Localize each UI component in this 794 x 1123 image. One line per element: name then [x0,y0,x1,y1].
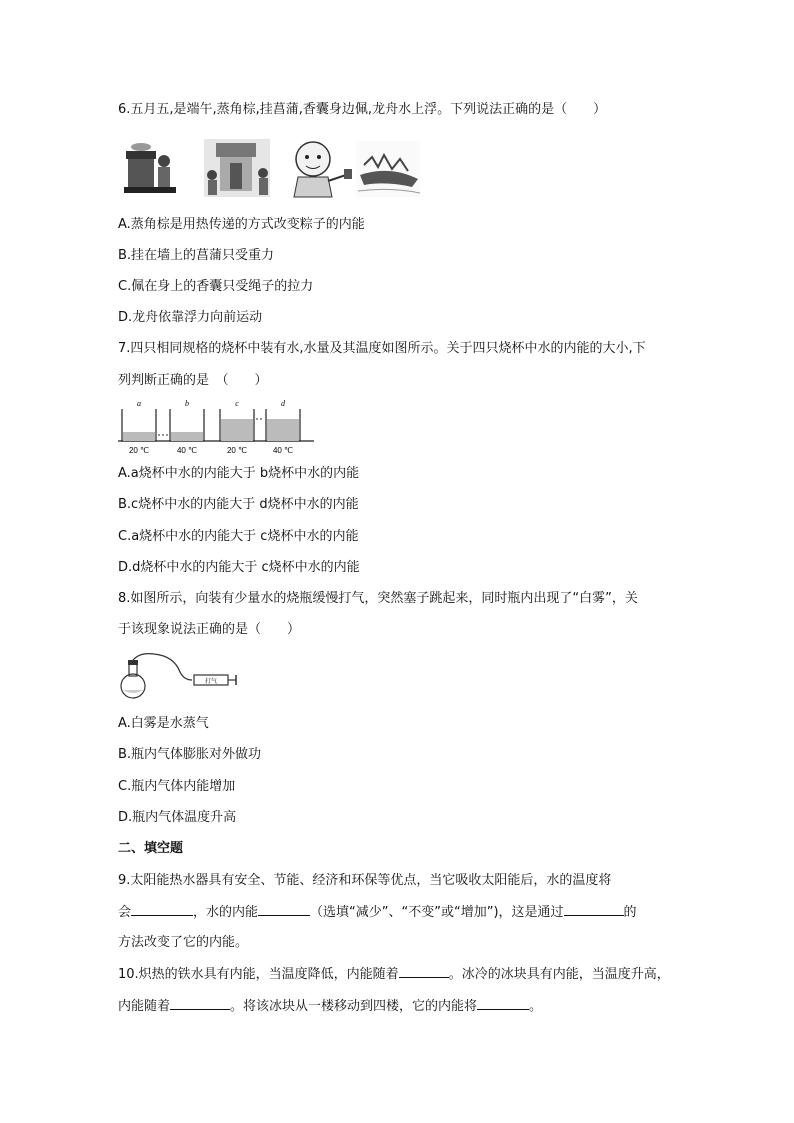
q10-blank-2[interactable] [170,997,230,1010]
q10-line1 [118,965,670,984]
q6-option-a: A.蒸角棕是用热传递的方式改变粽子的内能 [118,217,365,232]
air-pump [194,675,236,685]
beaker-d-label: d [281,399,285,408]
beaker-b-label: b [185,399,189,408]
q8-option-a: A.白雾是水蒸气 [118,716,209,731]
q10-blank-3[interactable] [477,997,529,1010]
q6-option-c: C.佩在身上的香囊只受绳子的拉力 [118,279,314,294]
flask [121,660,145,698]
q8-option-b: B.瓶内气体膨胀对外做功 [118,747,262,762]
q9-text-b: ，水的内能 [193,905,259,920]
q8-option-d: D.瓶内气体温度升高 [118,810,237,825]
pump-label: 打气 [204,678,218,685]
q9-line2 [118,903,637,922]
beaker-b [170,399,204,455]
beaker-a-temp: 20 ℃ [128,446,150,455]
q9-line3: 方法改变了它的内能。 [118,935,249,950]
q10-line2 [118,997,542,1016]
q10-text-c: 内能随着 [118,999,171,1014]
sachet-child-image [294,142,352,197]
q9-text-d: 的 [623,905,637,920]
q10-text-e: 。 [529,999,543,1014]
q7-option-c: C.a烧杯中水的内能大于 c烧杯中水的内能 [118,529,359,544]
beaker-d-temp: 40 ℃ [272,446,294,455]
q6-option-b: B.挂在墙上的菖蒲只受重力 [118,248,275,263]
q9-text-a: 会 [118,905,132,920]
zongzi-steaming-image [122,139,178,197]
calamus-hanging-image [204,139,270,197]
beaker-d [266,399,300,455]
q8-stem-line2: 于该现象说法正确的是（ ） [118,622,301,637]
q7-beakers-figure [118,397,318,459]
q6-stem: 6.五月五,是端午,蒸角棕,挂菖蒲,香囊身边佩,龙舟水上浮。下列说法正确的是（ ） [118,102,607,117]
q9-blank-3[interactable] [564,903,624,916]
q6-option-d: D.龙舟依靠浮力向前运动 [118,310,263,325]
beaker-c-label: c [235,399,239,408]
q7-stem-line2: 列判断正确的是 （ ） [118,373,268,388]
q6-illustrations [120,135,420,200]
q8-option-c: C.瓶内气体内能增加 [118,779,236,794]
q10-text-d: 。将该冰块从一楼移动到四楼，它的内能将 [230,999,478,1014]
beaker-c-temp: 20 ℃ [226,446,248,455]
q9-line1: 9.太阳能热水器具有安全、节能、经济和环保等优点，当它吸收太阳能后，水的温度将 [118,873,612,888]
q9-blank-2[interactable] [258,903,310,916]
q10-text-a: 10.炽热的铁水具有内能，当温度降低，内能随着 [118,967,399,982]
q7-stem-line1: 7.四只相同规格的烧杯中装有水,水量及其温度如图所示。关于四只烧杯中水的内能的大小,下 [118,341,646,356]
q8-stem-line1: 8.如图所示，向装有少量水的烧瓶缓慢打气，突然塞子跳起来，同时瓶内出现了“白雾”，关 [118,591,638,606]
q7-option-d: D.d烧杯中水的内能大于 c烧杯中水的内能 [118,560,360,575]
q8-flask-pump-figure [118,650,243,702]
beaker-c [220,399,254,455]
q9-blank-1[interactable] [131,903,193,916]
dragon-boat-image [356,141,420,197]
q7-option-b: B.c烧杯中水的内能大于 d烧杯中水的内能 [118,497,359,512]
section-title-fill-in: 二、填空题 [118,841,184,856]
q9-text-c: （选填“减少”、“不变”或“增加”)，这是通过 [310,905,564,920]
q10-blank-1[interactable] [399,965,449,978]
q7-option-a: A.a烧杯中水的内能大于 b烧杯中水的内能 [118,466,360,481]
q10-text-b: 。冰冷的冰块具有内能，当温度升高， [448,967,670,982]
beaker-a-label: a [137,399,141,408]
beaker-a [122,399,156,455]
beaker-b-temp: 40 ℃ [176,446,198,455]
tube [133,654,192,680]
